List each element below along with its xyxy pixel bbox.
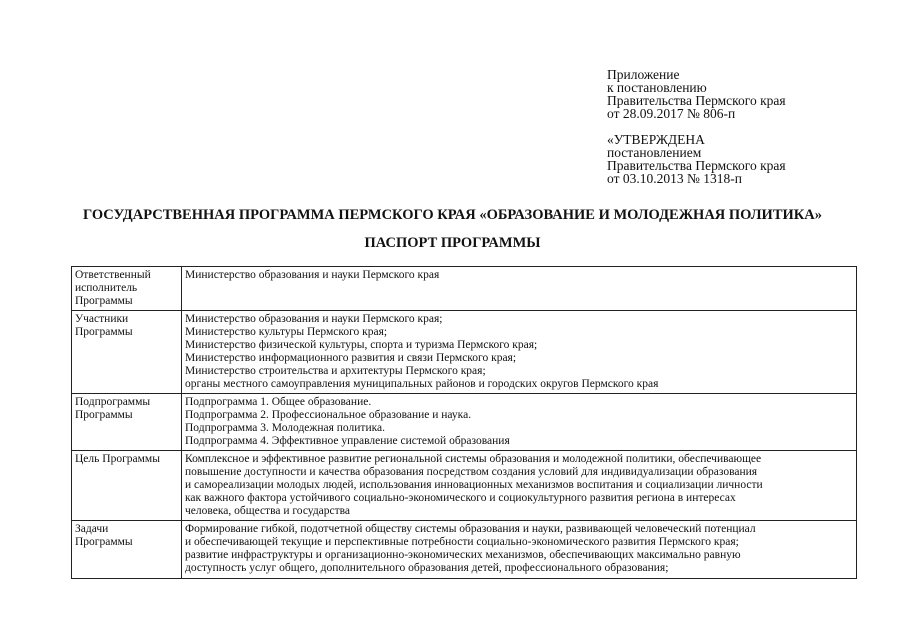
- row-content-line: и обеспечивающей текущие и перспективные потребности социально-экономического развития Пермского края;: [185, 536, 739, 548]
- table-row: [72, 394, 857, 451]
- table-row: [72, 311, 857, 394]
- approved-line: «УТВЕРЖДЕНА: [607, 132, 705, 147]
- passport-heading: ПАСПОРТ ПРОГРАММЫ: [364, 235, 541, 251]
- approved-line: постановлением: [607, 145, 702, 160]
- row-label-line: Задачи: [75, 523, 109, 535]
- appendix-line: Правительства Пермского края: [607, 93, 786, 108]
- row-label-line: Программы: [75, 295, 133, 307]
- row-content-line: Подпрограмма 2. Профессиональное образование и наука.: [185, 409, 472, 421]
- row-label-cell: [72, 394, 182, 451]
- table-row: [72, 521, 857, 579]
- row-content-line: Подпрограмма 3. Молодежная политика.: [185, 422, 385, 434]
- row-content-line: доступность услуг общего, дополнительного образования детей, профессионального образования;: [185, 562, 669, 574]
- row-content-line: Министерство культуры Пермского края;: [185, 326, 388, 338]
- row-content-line: органы местного самоуправления муниципальных районов и городских округов Пермского края: [185, 378, 659, 390]
- row-content-cell: [182, 521, 857, 579]
- document-title: ГОСУДАРСТВЕННАЯ ПРОГРАММА ПЕРМСКОГО КРАЯ «ОБРАЗОВАНИЕ И МОЛОДЕЖНАЯ ПОЛИТИКА»: [82, 207, 823, 223]
- row-content-cell: [182, 394, 857, 451]
- row-content-cell: [182, 451, 857, 521]
- row-content-line: Формирование гибкой, подотчетной обществу системы образования и науки, развивающей человеческий потенциал: [185, 523, 756, 535]
- row-label-line: Участники: [75, 313, 129, 325]
- row-label-line: Ответственный: [75, 269, 151, 281]
- row-label-cell: [72, 451, 182, 521]
- row-content-line: Подпрограмма 4. Эффективное управление системой образования: [185, 435, 510, 447]
- row-content-line: Министерство информационного развития и связи Пермского края;: [185, 352, 517, 364]
- row-content-cell: [182, 311, 857, 394]
- appendix-line: от 28.09.2017 № 806-п: [607, 106, 736, 121]
- row-content-line: и самореализации молодых людей, использования инновационных механизмов воспитания и социализации личности: [185, 479, 763, 491]
- appendix-line: Приложение: [607, 67, 680, 82]
- row-label-cell: [72, 267, 182, 311]
- appendix-block: [607, 68, 897, 185]
- row-content-line: повышение доступности и качества образования посредством создания условий для индивидуализации образования: [185, 466, 758, 478]
- table-row: [72, 267, 857, 311]
- table-row: [72, 451, 857, 521]
- appendix-line: к постановлению: [607, 80, 707, 95]
- row-content-line: Министерство физической культуры, спорта и туризма Пермского края;: [185, 339, 538, 351]
- row-content-cell: [182, 267, 857, 311]
- row-label-line: Цель Программы: [75, 453, 160, 465]
- row-label-line: Подпрограммы: [75, 396, 151, 408]
- row-content-line: Подпрограмма 1. Общее образование.: [185, 396, 372, 408]
- row-label-cell: [72, 521, 182, 579]
- row-label-line: Программы: [75, 536, 133, 548]
- row-label-line: Программы: [75, 409, 133, 421]
- row-label-line: исполнитель: [75, 282, 138, 294]
- row-content-line: Комплексное и эффективное развитие региональной системы образования и молодежной политики, обеспечивающее: [185, 453, 762, 465]
- row-content-line: человека, общества и государства: [185, 505, 351, 517]
- row-label-cell: [72, 311, 182, 394]
- row-label-line: Программы: [75, 326, 133, 338]
- approved-line: от 03.10.2013 № 1318-п: [607, 171, 742, 186]
- row-content-line: развитие инфраструктуры и организационно-экономических механизмов, обеспечивающих максимально равную: [185, 549, 741, 561]
- row-content-line: как важного фактора устойчивого социально-экономического и социокультурного развития региона в интересах: [185, 492, 736, 504]
- approved-line: Правительства Пермского края: [607, 158, 786, 173]
- program-passport-table: [71, 266, 857, 579]
- row-content-line: Министерство образования и науки Пермского края: [185, 269, 440, 281]
- row-content-line: Министерство строительства и архитектуры Пермского края;: [185, 365, 486, 377]
- row-content-line: Министерство образования и науки Пермского края;: [185, 313, 443, 325]
